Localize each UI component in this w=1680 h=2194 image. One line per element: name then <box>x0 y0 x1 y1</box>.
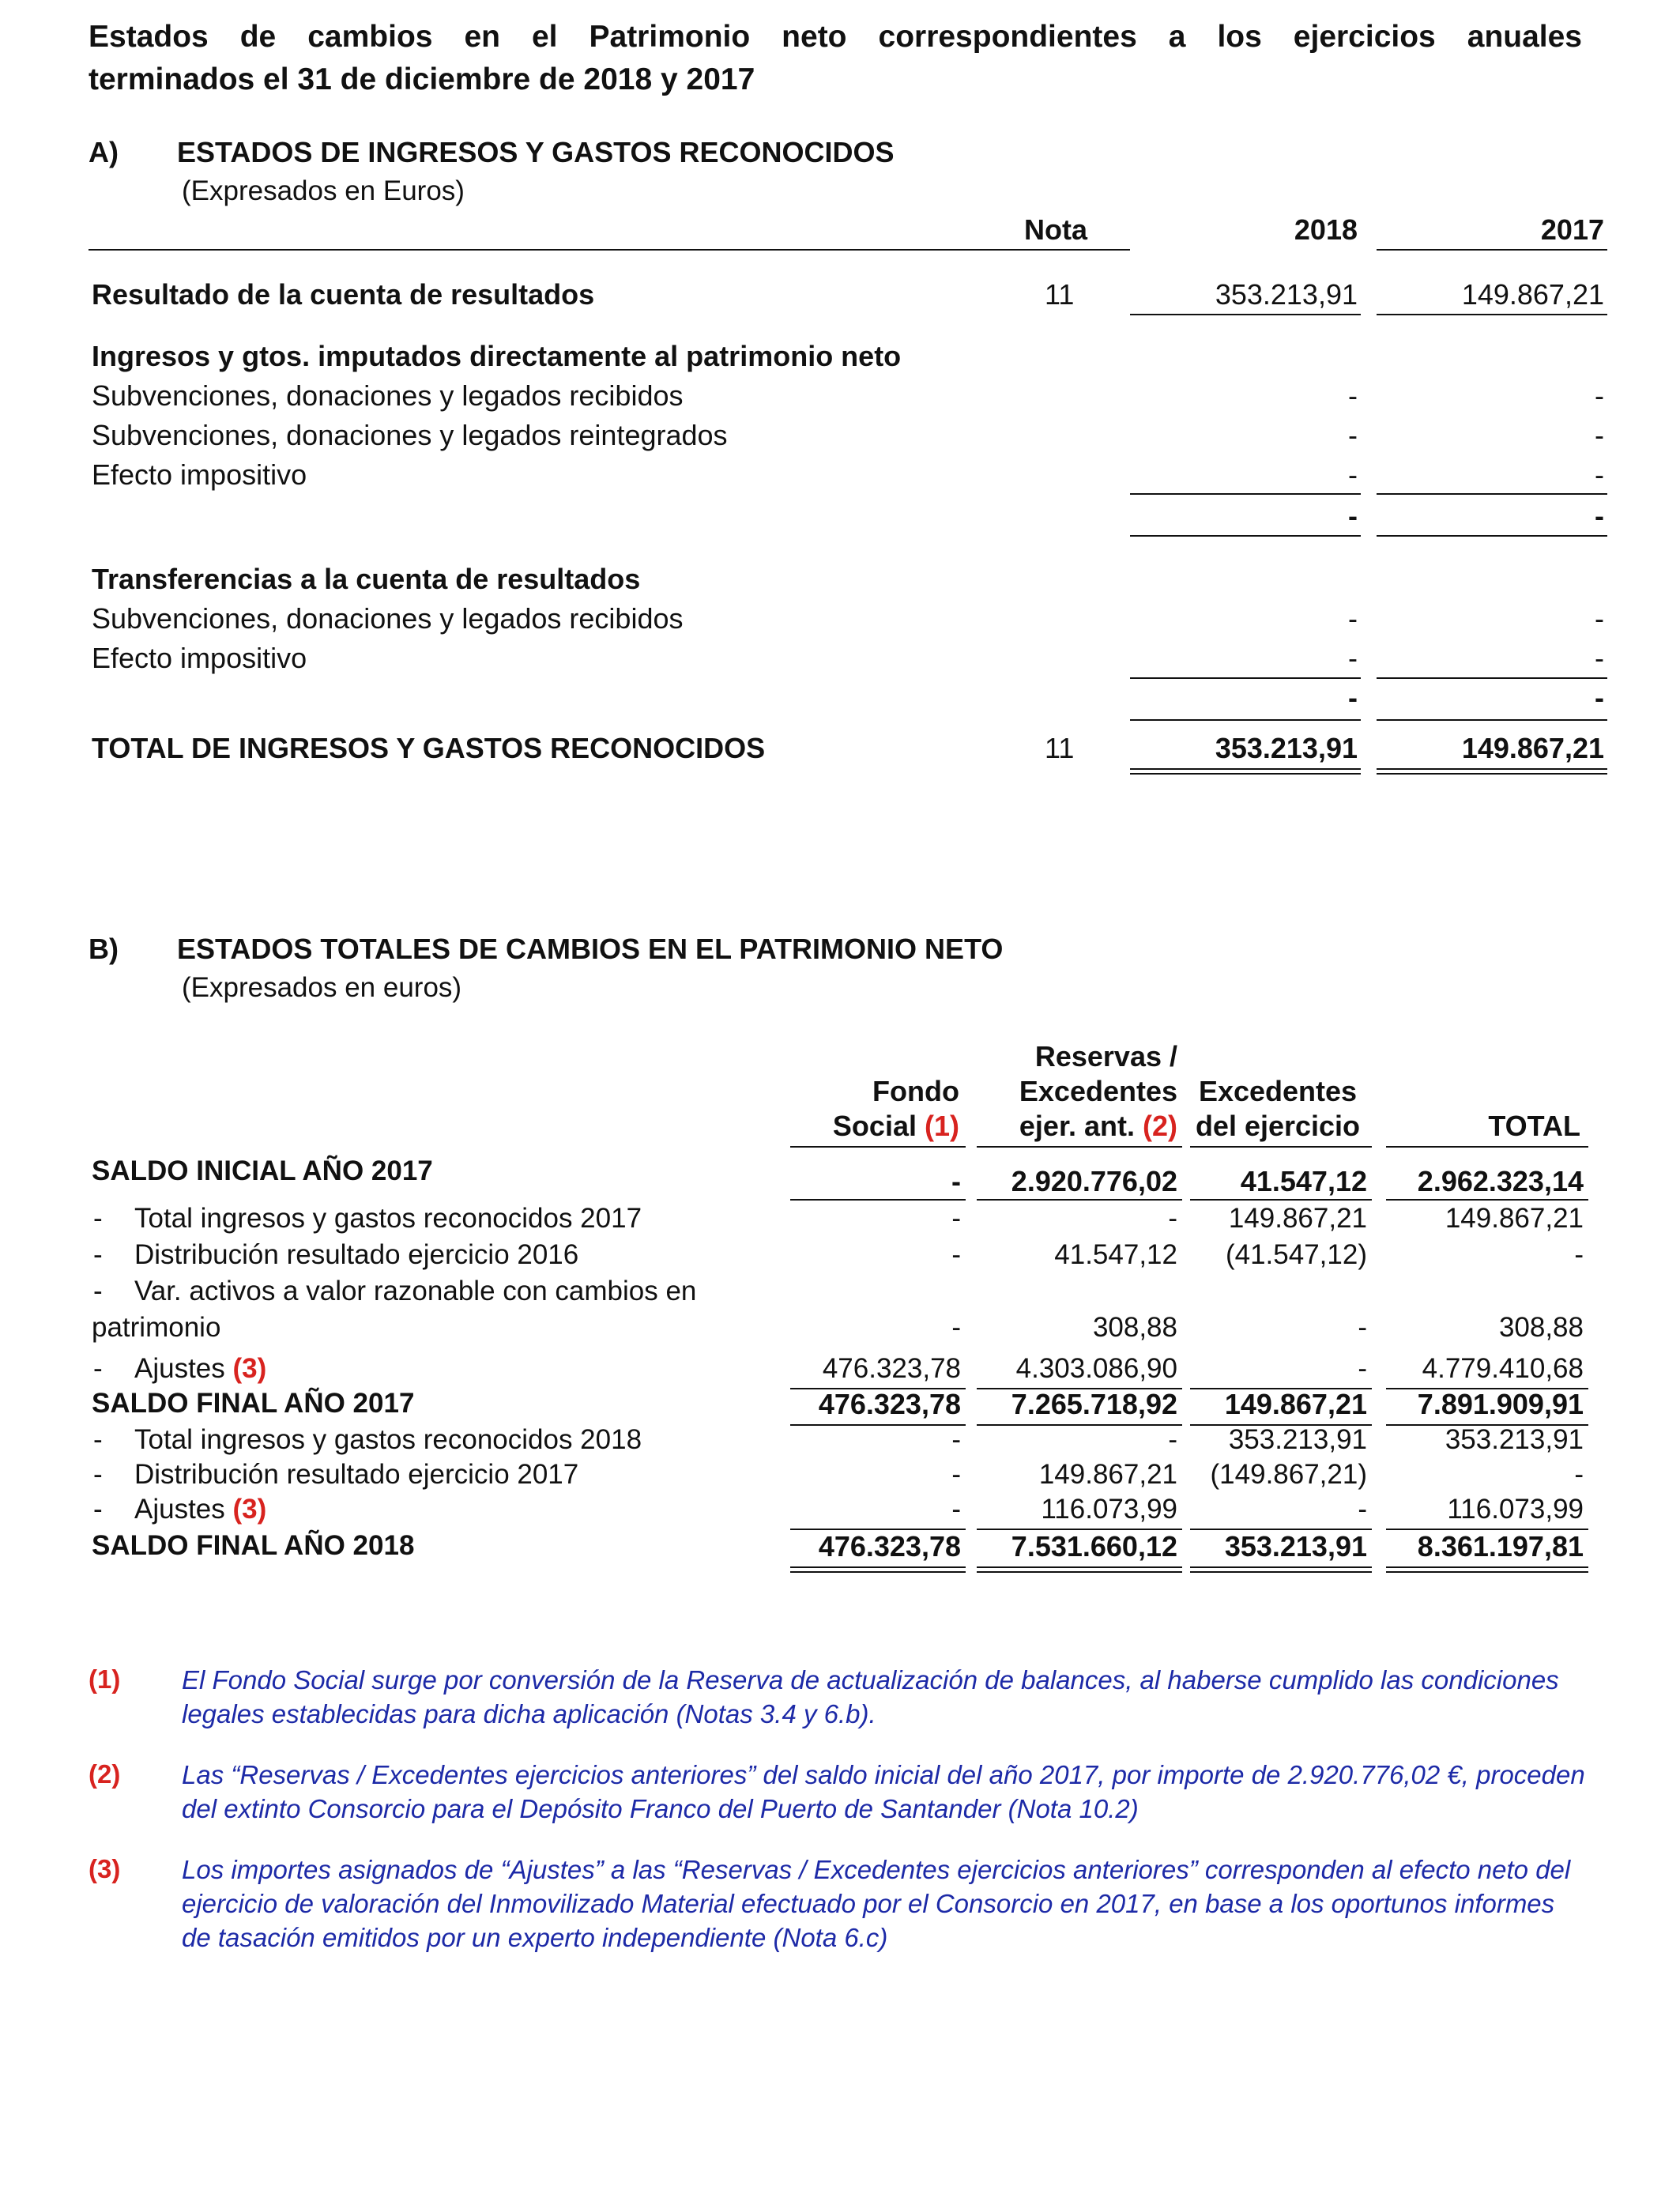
footnote-ref-3: (3) <box>232 1494 267 1525</box>
ingresos-heading: Ingresos y gtos. imputados directamente al patrimonio neto <box>92 340 902 372</box>
row-excedentes: (41.547,12) <box>1225 1239 1367 1270</box>
col-reservas-l0: Reservas / <box>1034 1040 1177 1072</box>
resultado-label: Resultado de la cuenta de resultados <box>92 278 595 311</box>
ajustes-text: Ajustes <box>134 1494 225 1525</box>
section-b-subheading: (Expresados en euros) <box>182 972 462 1003</box>
total-double-rule-2017 <box>1377 768 1607 775</box>
saldo-inicial-reservas: 2.920.776,02 <box>1011 1165 1177 1197</box>
page-title-line1: Estados de cambios en el Patrimonio neto correspondientes a los ejercicios anuales <box>89 20 1582 54</box>
col-reservas-l1: Excedentes <box>1019 1075 1177 1107</box>
saldo-inicial-excedentes: 41.547,12 <box>1240 1165 1367 1197</box>
transfer-subtotal-2018: - <box>1348 681 1358 714</box>
ajustes-2017-label <box>134 1353 266 1385</box>
section-b-heading: ESTADOS TOTALES DE CAMBIOS EN EL PATRIMONIO NETO <box>177 933 1004 965</box>
saldo-inicial-rule-2 <box>977 1199 1182 1201</box>
transfer-rule-2018 <box>1130 677 1361 679</box>
saldo-inicial-rule-1 <box>790 1199 966 1201</box>
total-double-rule-2018 <box>1130 768 1361 775</box>
row-reservas: 41.547,12 <box>1054 1239 1177 1270</box>
col-rule-2 <box>977 1146 1182 1148</box>
ajustes-2018-label <box>134 1494 266 1525</box>
row-excedentes: (149.867,21) <box>1210 1459 1367 1490</box>
footnote-ref-1: (1) <box>925 1110 959 1142</box>
transfer-row-2018: - <box>1348 642 1358 674</box>
row-label: Total ingresos y gastos reconocidos 2018 <box>134 1424 642 1455</box>
row-excedentes: 149.867,21 <box>1228 1203 1367 1234</box>
saldo-inicial-2017-label: SALDO INICIAL AÑO 2017 <box>92 1155 433 1186</box>
col-header-2017: 2017 <box>1540 213 1604 246</box>
col-fondo-social-text: Social <box>832 1110 917 1142</box>
row-dash: - <box>93 1239 103 1270</box>
saldo-inicial-total: 2.962.323,14 <box>1417 1165 1584 1197</box>
row-label: Total ingresos y gastos reconocidos 2017 <box>134 1203 642 1234</box>
row-total: 116.073,99 <box>1447 1494 1584 1525</box>
footnote-text: Los importes asignados de “Ajustes” a las “Reservas / Excedentes ejercicios anteriores” corresponden al efecto neto del ejercicio de valoración del Inmovilizado Material efectuado por el Consorcio en 2017, en base a los oportunos informes de tasación emitidos por un experto independiente (Nota 6.c) <box>182 1855 1571 1952</box>
col-reservas-ejer-text: ejer. ant. <box>1019 1110 1135 1142</box>
row-label-line1: Var. activos a valor razonable con cambios en <box>134 1276 697 1306</box>
total-reconocidos-nota: 11 <box>1045 732 1075 764</box>
ingresos-subtotal-2018: - <box>1348 499 1358 532</box>
row-excedentes: - <box>1358 1494 1367 1525</box>
row-fondo: - <box>951 1312 961 1343</box>
col-excedentes-l2: del ejercicio <box>1195 1110 1361 1142</box>
col-rule-3 <box>1190 1146 1372 1148</box>
saldo-final-2018-reservas: 7.531.660,12 <box>1011 1530 1177 1563</box>
row-dash: - <box>93 1424 103 1455</box>
ingresos-row-2018: - <box>1348 379 1358 412</box>
col-header-nota: Nota <box>1024 213 1087 246</box>
transfer-subtotal-rule-2017 <box>1377 719 1607 721</box>
saldo-inicial-rule-4 <box>1386 1199 1588 1201</box>
saldo-inicial-fondo: - <box>951 1165 961 1197</box>
saldo-final-2018-total: 8.361.197,81 <box>1417 1530 1584 1563</box>
transfer-rule-2017 <box>1377 677 1607 679</box>
col-total: TOTAL <box>1488 1110 1580 1142</box>
transfer-row-label: Subvenciones, donaciones y legados recibidos <box>92 602 684 635</box>
transfer-row-2017: - <box>1595 602 1604 635</box>
row-label: Distribución resultado ejercicio 2016 <box>134 1239 579 1270</box>
saldo-final-2017-total: 7.891.909,91 <box>1417 1388 1584 1420</box>
saldo-final-2018-dbl-rule-3 <box>1190 1566 1372 1573</box>
row-total: - <box>1574 1239 1584 1270</box>
transfer-heading: Transferencias a la cuenta de resultados <box>92 563 641 595</box>
saldo-final-2017-label: SALDO FINAL AÑO 2017 <box>92 1388 415 1419</box>
transfer-row-2017: - <box>1595 642 1604 674</box>
ingresos-subtotal-rule-2018 <box>1130 535 1361 537</box>
row-total: 4.779.410,68 <box>1422 1353 1584 1384</box>
row-label-line2: patrimonio <box>92 1312 221 1343</box>
saldo-final-2018-label: SALDO FINAL AÑO 2018 <box>92 1530 415 1561</box>
row-excedentes: - <box>1358 1312 1367 1343</box>
transfer-subtotal-rule-2018 <box>1130 719 1361 721</box>
ingresos-row-2017: - <box>1595 458 1604 491</box>
total-reconocidos-2017: 149.867,21 <box>1461 732 1604 764</box>
saldo-final-2018-fondo: 476.323,78 <box>818 1530 961 1563</box>
section-a-letter: A) <box>89 136 119 168</box>
row-dash: - <box>93 1203 103 1234</box>
row-reservas: - <box>1168 1424 1177 1455</box>
col-rule-4 <box>1386 1146 1588 1148</box>
ingresos-row-2017: - <box>1595 379 1604 412</box>
transfer-row-2018: - <box>1348 602 1358 635</box>
row-total: 149.867,21 <box>1445 1203 1584 1234</box>
ajustes-text: Ajustes <box>134 1353 225 1384</box>
saldo-final-2018-dbl-rule-1 <box>790 1566 966 1573</box>
total-reconocidos-label: TOTAL DE INGRESOS Y GASTOS RECONOCIDOS <box>92 732 766 764</box>
saldo-inicial-rule-3 <box>1190 1199 1372 1201</box>
ingresos-row-2018: - <box>1348 419 1358 451</box>
saldo-final-2018-dbl-rule-2 <box>977 1566 1182 1573</box>
section-a-heading: ESTADOS DE INGRESOS Y GASTOS RECONOCIDOS <box>177 136 895 168</box>
saldo-final-2017-fondo: 476.323,78 <box>818 1388 961 1420</box>
resultado-2018: 353.213,91 <box>1215 278 1358 311</box>
row-dash: - <box>93 1276 103 1306</box>
row-reservas: 308,88 <box>1092 1312 1177 1343</box>
col-rule-1 <box>790 1146 966 1148</box>
ingresos-row-label: Subvenciones, donaciones y legados reintegrados <box>92 419 728 451</box>
saldo-final-2018-dbl-rule-4 <box>1386 1566 1588 1573</box>
saldo-final-2017-excedentes: 149.867,21 <box>1224 1388 1367 1420</box>
saldo-final-2017-reservas: 7.265.718,92 <box>1011 1388 1177 1420</box>
footnote-ref-3: (3) <box>232 1353 267 1384</box>
row-fondo: 476.323,78 <box>822 1353 961 1384</box>
row-excedentes: - <box>1358 1353 1367 1384</box>
row-excedentes: 353.213,91 <box>1228 1424 1367 1455</box>
footnote-text: Las “Reservas / Excedentes ejercicios anteriores” del saldo inicial del año 2017, por importe de 2.920.776,02 €, proceden del extinto Consorcio para el Depósito Franco del Puerto de Santander (Nota 10.2) <box>182 1760 1585 1823</box>
resultado-rule-2017 <box>1377 314 1607 315</box>
row-reservas: - <box>1168 1203 1177 1234</box>
footnote-text: El Fondo Social surge por conversión de la Reserva de actualización de balances, al haberse cumplido las condiciones legales establecidas para dicha aplicación (Notas 3.4 y 6.b). <box>182 1665 1559 1728</box>
row-reservas: 4.303.086,90 <box>1015 1353 1177 1384</box>
saldo-final-2018-excedentes: 353.213,91 <box>1224 1530 1367 1563</box>
section-a-subheading: (Expresados en Euros) <box>182 175 465 206</box>
col-excedentes-l1: Excedentes <box>1198 1075 1358 1107</box>
footnote-number: (3) <box>89 1854 121 1883</box>
transfer-row-label: Efecto impositivo <box>92 642 307 674</box>
ingresos-rule-2018 <box>1130 493 1361 495</box>
resultado-rule-2018 <box>1130 314 1361 315</box>
ingresos-row-2017: - <box>1595 419 1604 451</box>
ingresos-row-2018: - <box>1348 458 1358 491</box>
row-dash: - <box>93 1494 103 1525</box>
ingresos-row-label: Efecto impositivo <box>92 458 307 491</box>
row-total: 353.213,91 <box>1445 1424 1584 1455</box>
row-fondo: - <box>951 1239 961 1270</box>
row-dash: - <box>93 1353 103 1384</box>
footnote-number: (1) <box>89 1664 121 1694</box>
row-reservas: 116.073,99 <box>1041 1494 1177 1525</box>
ingresos-subtotal-2017: - <box>1595 499 1604 532</box>
section-b-letter: B) <box>89 933 119 965</box>
total-reconocidos-2018: 353.213,91 <box>1215 732 1358 764</box>
header-rule <box>89 249 1130 251</box>
ingresos-rule-2017 <box>1377 493 1607 495</box>
transfer-subtotal-2017: - <box>1595 681 1604 714</box>
row-dash: - <box>93 1459 103 1490</box>
row-fondo: - <box>951 1424 961 1455</box>
col-reservas-l2 <box>977 1110 1177 1143</box>
row-fondo: - <box>951 1494 961 1525</box>
row-fondo: - <box>951 1203 961 1234</box>
footnote-number: (2) <box>89 1759 121 1789</box>
row-label: Distribución resultado ejercicio 2017 <box>134 1459 579 1490</box>
col-fondo-l1: Fondo <box>872 1075 959 1107</box>
resultado-2017: 149.867,21 <box>1461 278 1604 311</box>
col-header-2018: 2018 <box>1294 213 1358 246</box>
page-title-line2: terminados el 31 de diciembre de 2018 y 2017 <box>89 62 755 96</box>
ingresos-subtotal-rule-2017 <box>1377 535 1607 537</box>
row-fondo: - <box>951 1459 961 1490</box>
row-total: - <box>1574 1459 1584 1490</box>
row-reservas: 149.867,21 <box>1038 1459 1177 1490</box>
header-rule-2017 <box>1377 249 1607 251</box>
row-total: 308,88 <box>1498 1312 1584 1343</box>
footnote-ref-2: (2) <box>1143 1110 1177 1142</box>
ingresos-row-label: Subvenciones, donaciones y legados recibidos <box>92 379 684 412</box>
resultado-nota: 11 <box>1045 278 1075 311</box>
col-fondo-l2 <box>790 1110 959 1143</box>
